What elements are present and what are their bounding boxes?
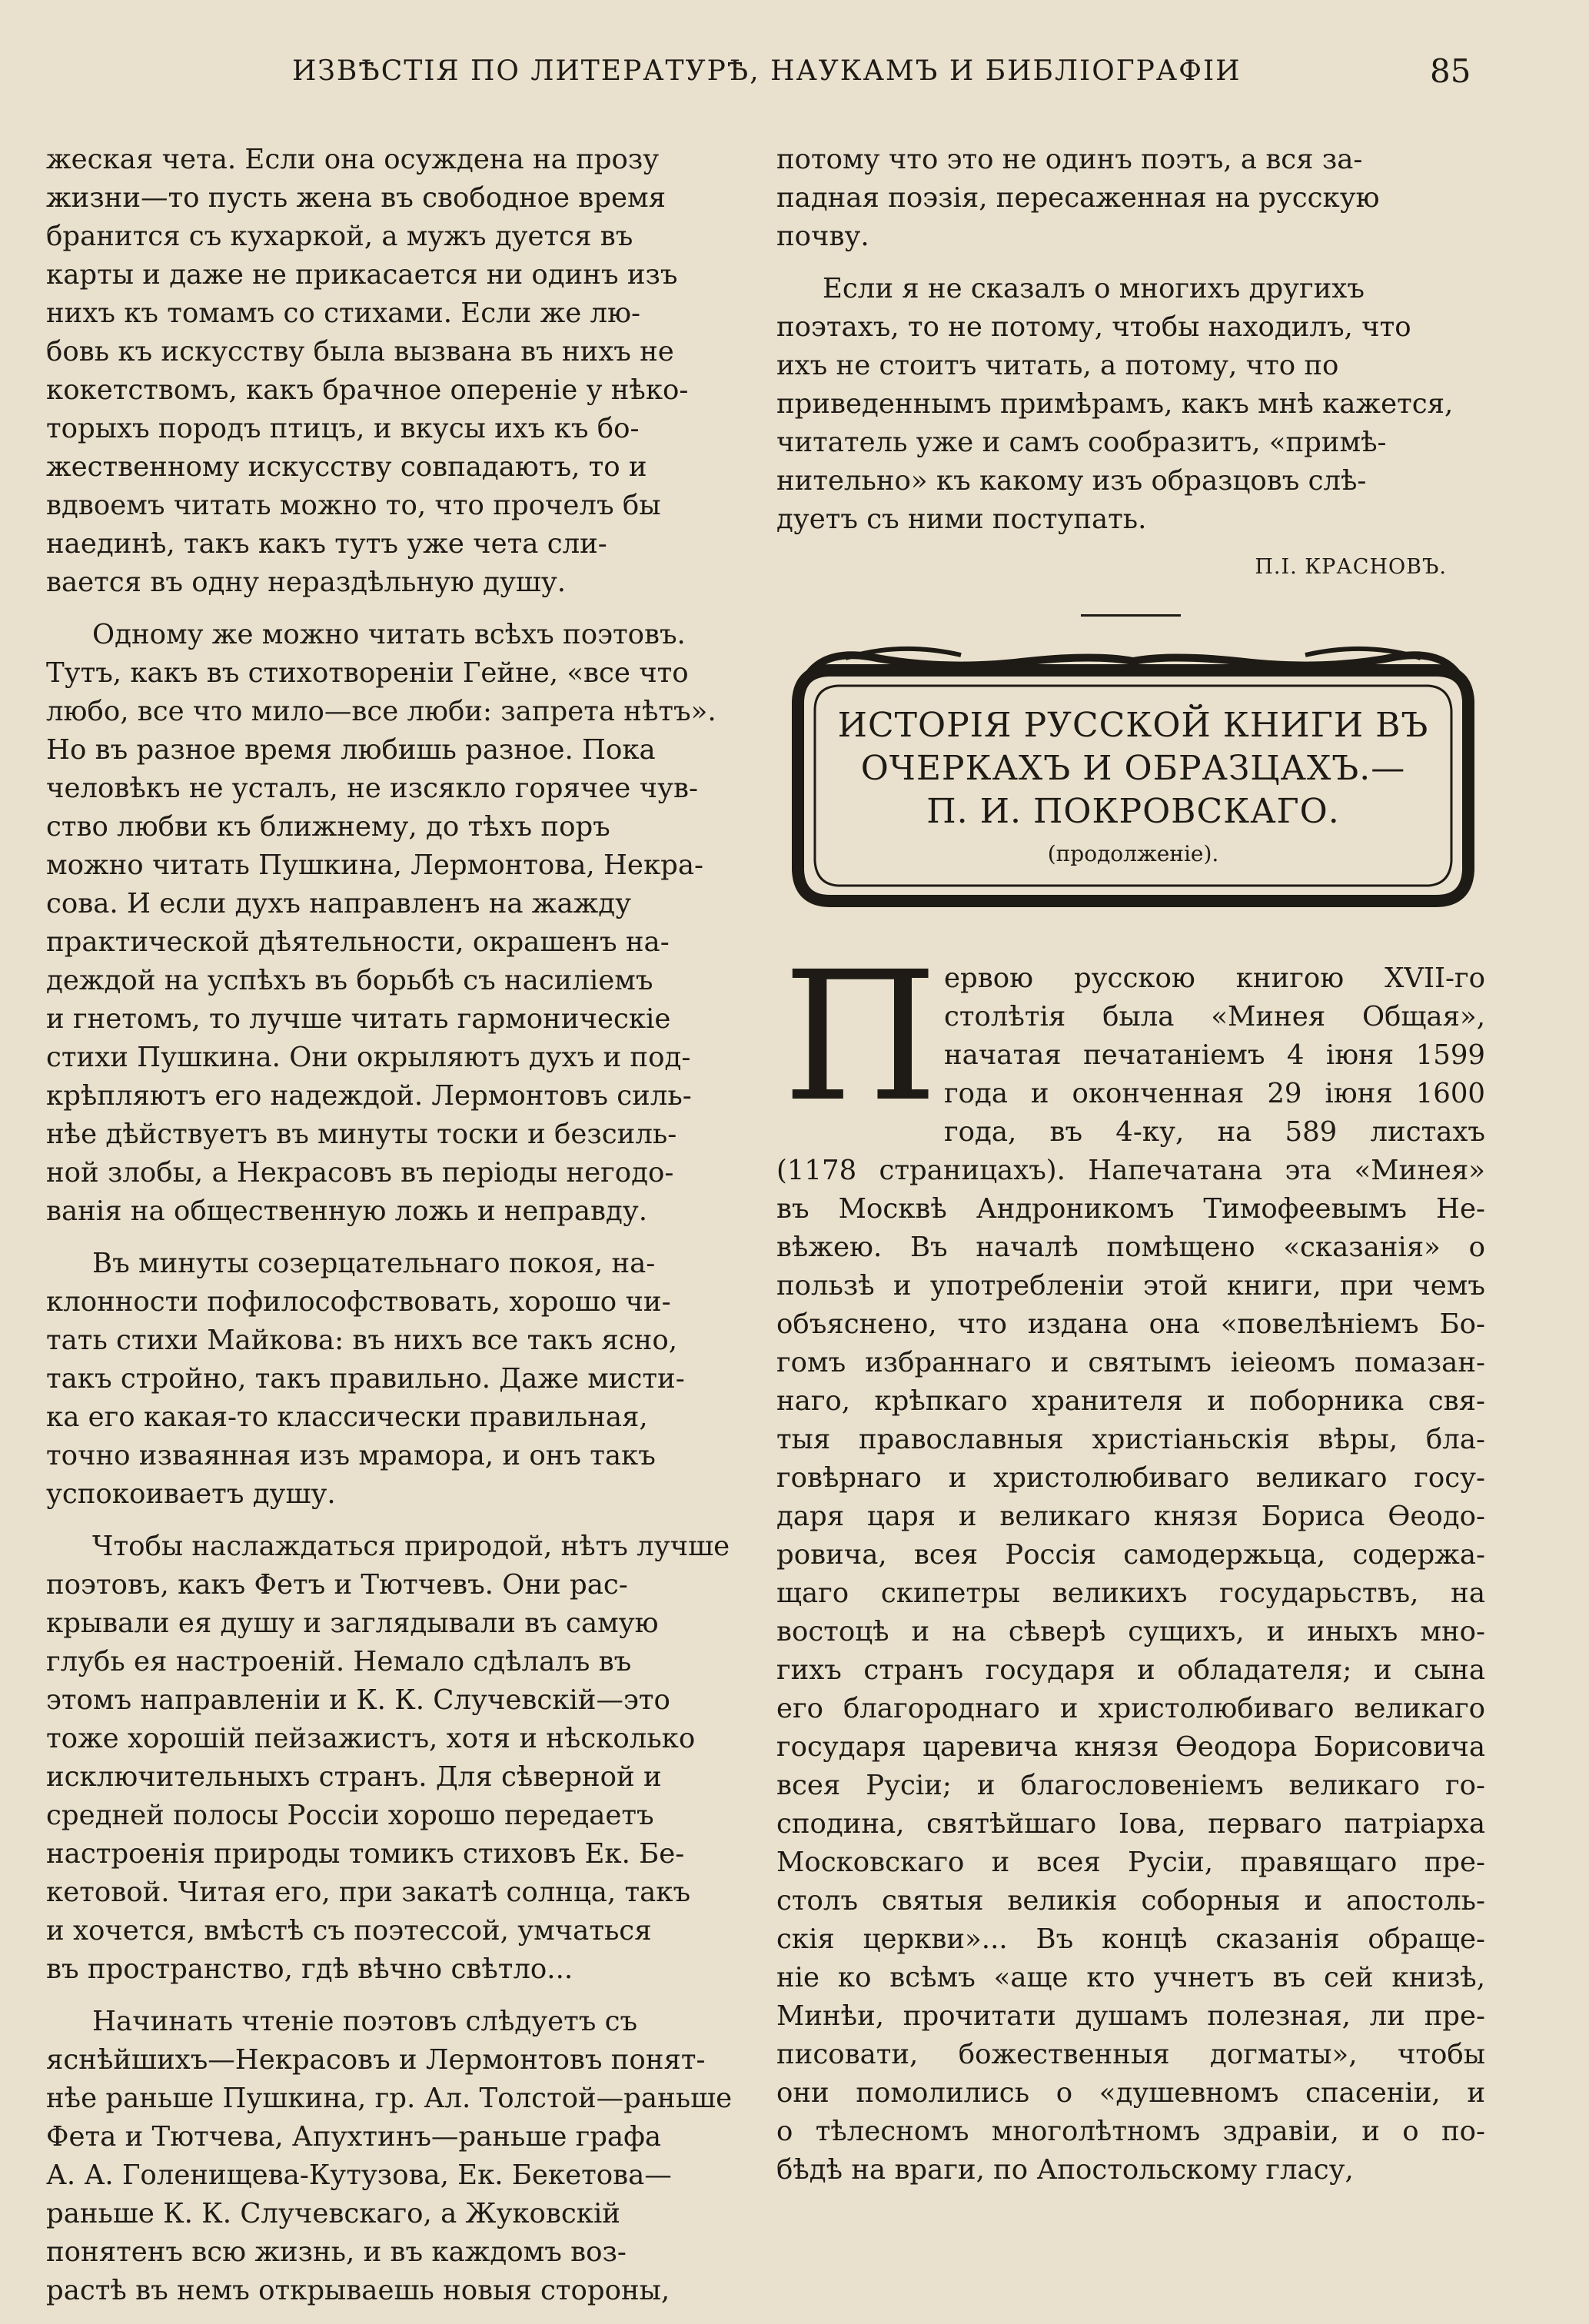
text-line: ровича, всея Россія самодержьца, содержа- [776, 1539, 1485, 1571]
text-line: ихъ не стоитъ читать, а потому, что по [776, 350, 1339, 381]
text-line: въ Москвѣ Андроникомъ Тимофеевымъ Не- [776, 1193, 1485, 1225]
text-line: торыхъ породъ птицъ, и вкусы ихъ къ бо- [46, 413, 640, 444]
text-line: года и оконченная 29 іюня 1600 [944, 1078, 1485, 1109]
text-line: пользѣ и употребленіи этой книги, при чемъ [776, 1270, 1485, 1302]
paragraph [46, 2003, 738, 2310]
text-line: его благороднаго и христолюбиваго великаго [776, 1693, 1485, 1724]
text-line: столъ святыя великія соборныя и апостоль- [776, 1885, 1485, 1917]
text-line: стихи Пушкина. Они окрыляютъ духъ и под- [46, 1042, 691, 1073]
text-line: потому что это не одинъ поэтъ, а вся за- [776, 144, 1363, 175]
text-line: Въ минуты созерцательнаго покоя, на- [92, 1248, 656, 1279]
drop-cap: П [783, 933, 939, 1141]
text-line: нихъ къ томамъ со стихами. Если же лю- [46, 298, 640, 329]
text-line: средней полосы Россіи хорошо передаетъ [46, 1800, 654, 1831]
text-line: этомъ направленіи и К. К. Случевскій—это [46, 1684, 670, 1716]
text-line: скія церкви»... Въ концѣ сказанія обраще- [776, 1923, 1485, 1955]
text-line: нѣе раньше Пушкина, гр. Ал. Толстой—раньше [46, 2083, 733, 2114]
running-title: ИЗВѢСТІЯ ПО ЛИТЕРАТУРѢ, НАУКАМЪ И БИБЛІОГРАФІИ [292, 55, 1242, 87]
text-line: гомъ избраннаго и святымъ іеіеомъ помазан- [776, 1347, 1485, 1378]
paragraph [46, 616, 738, 1231]
text-line: нѣе дѣйствуетъ въ минуты тоски и безсиль- [46, 1119, 677, 1150]
text-line: года, въ 4-ку, на 589 листахъ [944, 1116, 1485, 1148]
text-line: кетовой. Читая его, при закатѣ солнца, такъ [46, 1877, 691, 1908]
text-line: ервою русскою книгою XVII-го [944, 963, 1485, 994]
paragraph [776, 270, 1485, 539]
text-line: яснѣйшихъ—Некрасовъ и Лермонтовъ понят- [46, 2044, 706, 2076]
text-line: они помолились о «душевномъ спасеніи, и [776, 2077, 1485, 2109]
article-title-line: ИСТОРІЯ РУССКОЙ КНИГИ ВЪ [837, 706, 1429, 745]
text-line: успокоиваетъ душу. [46, 1478, 336, 1510]
text-line: понятенъ всю жизнь, и въ каждомъ воз- [46, 2236, 627, 2268]
author-signature: П.І. КРАСНОВЪ. [1255, 555, 1447, 579]
article-title-line: ОЧЕРКАХЪ И ОБРАЗЦАХЪ.— [860, 749, 1406, 788]
paragraph [46, 1528, 738, 1989]
text-line: щаго скипетры великихъ государьствъ, на [776, 1578, 1485, 1609]
text-line: вѣжею. Въ началѣ помѣщено «сказанія» о [776, 1232, 1485, 1263]
text-line: поэтахъ, то не потому, чтобы находилъ, что [776, 311, 1411, 343]
text-line: Если я не сказалъ о многихъ другихъ [823, 273, 1365, 304]
text-line: ніе ко всѣмъ «аще кто учнетъ въ сей книзѣ, [776, 1962, 1485, 1993]
article-title [784, 704, 1482, 866]
text-line: крѣпляютъ его надеждой. Лермонтовъ силь- [46, 1080, 692, 1112]
text-line: наединѣ, такъ какъ тутъ уже чета сли- [46, 528, 607, 560]
text-line: крывали ея душу и заглядывали въ самую [46, 1608, 659, 1639]
article-title-line: П. И. ПОКРОВСКАГО. [926, 792, 1340, 831]
text-line: исключительныхъ странъ. Для сѣверной и [46, 1761, 662, 1793]
text-line: кокетствомъ, какъ брачное опереніе у нѣко- [46, 374, 689, 406]
text-line: карты и даже не прикасается ни одинъ изъ [46, 259, 678, 291]
text-line: жеская чета. Если она осуждена на прозу [46, 144, 660, 175]
text-line: такъ стройно, такъ правильно. Даже мисти- [46, 1363, 685, 1395]
text-line: любо, все что мило—все люби: запрета нѣтъ». [46, 696, 716, 727]
text-line: бовь къ искусству была вызвана въ нихъ не [46, 336, 674, 367]
text-line: сова. И если духъ направленъ на жажду [46, 888, 632, 919]
text-line: тоже хорошій пейзажистъ, хотя и нѣсколько [46, 1723, 696, 1754]
text-line: вдвоемъ читать можно то, что прочелъ бы [46, 490, 661, 521]
text-line: тыя православныя христіаньскія вѣры, бла- [776, 1424, 1485, 1455]
text-line: растѣ въ немъ открываешь новыя стороны, [46, 2275, 670, 2306]
article-subtitle: (продолженіе). [1047, 841, 1219, 866]
text-line: говѣрнаго и христолюбиваго великаго госу- [776, 1462, 1485, 1494]
text-line: Тутъ, какъ въ стихотвореніи Гейне, «все что [46, 657, 689, 689]
text-line: о тѣлесномъ многолѣтномъ здравіи, и о по- [776, 2116, 1485, 2147]
text-line: поэтовъ, какъ Фетъ и Тютчевъ. Они рас- [46, 1569, 628, 1601]
text-line: наго, крѣпкаго хранителя и поборника свя- [776, 1385, 1485, 1417]
text-line: Одному же можно читать всѣхъ поэтовъ. [92, 619, 686, 650]
text-line: въ пространство, гдѣ вѣчно свѣтло... [46, 1953, 573, 1985]
text-line: Московскаго и всея Русіи, правящаго пре- [776, 1847, 1485, 1878]
text-line: Минѣи, прочитати душамъ полезная, ли пре- [776, 2000, 1485, 2032]
paragraph [46, 141, 738, 602]
text-line: и хочется, вмѣстѣ съ поэтессой, умчаться [46, 1915, 652, 1947]
text-line: столѣтія была «Минея Общая», [944, 1001, 1485, 1032]
text-line: (1178 страницахъ). Напечатана эта «Минея» [776, 1155, 1485, 1186]
text-line: глубь ея настроеній. Немало сдѣлалъ въ [46, 1646, 632, 1677]
text-line: гихъ странъ государя и обладателя; и сына [776, 1654, 1485, 1686]
text-line: даря царя и великаго князя Бориса Ѳеодо- [776, 1501, 1485, 1532]
text-line: вается въ одну нераздѣльную душу. [46, 567, 567, 598]
text-line: раньше К. К. Случевскаго, а Жуковскій [46, 2198, 620, 2229]
text-line: приведеннымъ примѣрамъ, какъ мнѣ кажется, [776, 388, 1454, 420]
article-title-frame [784, 640, 1482, 915]
text-line: ство любви къ ближнему, до тѣхъ поръ [46, 811, 610, 843]
right-column [776, 141, 1485, 617]
right-column-paragraphs [776, 141, 1485, 539]
text-line: востоцѣ и на сѣверѣ сущихъ, и иныхъ мно- [776, 1616, 1485, 1647]
text-line: сподина, святѣйшаго Іова, перваго патріарха [776, 1808, 1485, 1840]
text-line: практической дѣятельности, окрашенъ на- [46, 926, 670, 958]
text-line: человѣкъ не усталъ, не изсякло горячее чув- [46, 773, 698, 804]
text-line: ванія на общественную ложь и неправду. [46, 1195, 648, 1227]
text-line: объяснено, что издана она «повелѣніемъ Бо- [776, 1308, 1485, 1340]
text-line: жизни—то пусть жена въ свободное время [46, 182, 667, 214]
text-line: писовати, божественныя догматы», чтобы [776, 2039, 1485, 2070]
article-body [776, 933, 1485, 2189]
text-line: нительно» къ какому изъ образцовъ слѣ- [776, 465, 1367, 497]
text-line: деждой на успѣхъ въ борьбѣ съ насиліемъ [46, 965, 653, 996]
text-line: клонности пофилософствовать, хорошо чи- [46, 1286, 671, 1318]
text-line: Чтобы наслаждаться природой, нѣтъ лучше [92, 1531, 730, 1562]
text-line: падная поэзія, пересаженная на русскую [776, 182, 1380, 214]
text-line: Но въ разное время любишь разное. Пока [46, 734, 656, 766]
text-line: всея Русіи; и благословеніемъ великаго го- [776, 1770, 1485, 1801]
page-number: 85 [1430, 52, 1471, 90]
text-line: и гнетомъ, то лучше читать гармоническіе [46, 1003, 671, 1035]
text-line: государя царевича князя Ѳеодора Борисовича [776, 1731, 1485, 1763]
text-line: можно читать Пушкина, Лермонтова, Некра- [46, 849, 704, 881]
text-line: точно изваянная изъ мрамора, и онъ такъ [46, 1440, 656, 1471]
text-line: Фета и Тютчева, Апухтинъ—раньше графа [46, 2121, 662, 2153]
text-line: дуетъ съ ними поступать. [776, 504, 1147, 535]
text-line: начатая печатаніемъ 4 іюня 1599 [944, 1039, 1485, 1071]
text-line: почву. [776, 221, 869, 252]
text-line: настроенія природы томикъ стиховъ Ек. Бе- [46, 1838, 685, 1870]
text-line: жественному искусству совпадаютъ, то и [46, 451, 647, 483]
text-line: Начинать чтеніе поэтовъ слѣдуетъ съ [92, 2006, 638, 2037]
text-line: бѣдѣ на враги, по Апостольскому гласу, [776, 2154, 1354, 2186]
text-line: А. А. Голенищева-Кутузова, Ек. Бекетова— [46, 2159, 672, 2191]
text-line: ка его какая-то классически правильная, [46, 1401, 648, 1433]
text-line: тать стихи Майкова: въ нихъ все такъ ясно, [46, 1325, 678, 1356]
paragraph [776, 141, 1485, 256]
text-line: ной злобы, а Некрасовъ въ періоды негодо- [46, 1157, 674, 1189]
left-column [46, 141, 738, 2324]
paragraph [46, 1245, 738, 1514]
text-line: читатель уже и самъ сообразитъ, «примѣ- [776, 427, 1387, 458]
text-line: бранится съ кухаркой, а мужъ дуется въ [46, 221, 633, 252]
section-divider [1081, 614, 1181, 617]
